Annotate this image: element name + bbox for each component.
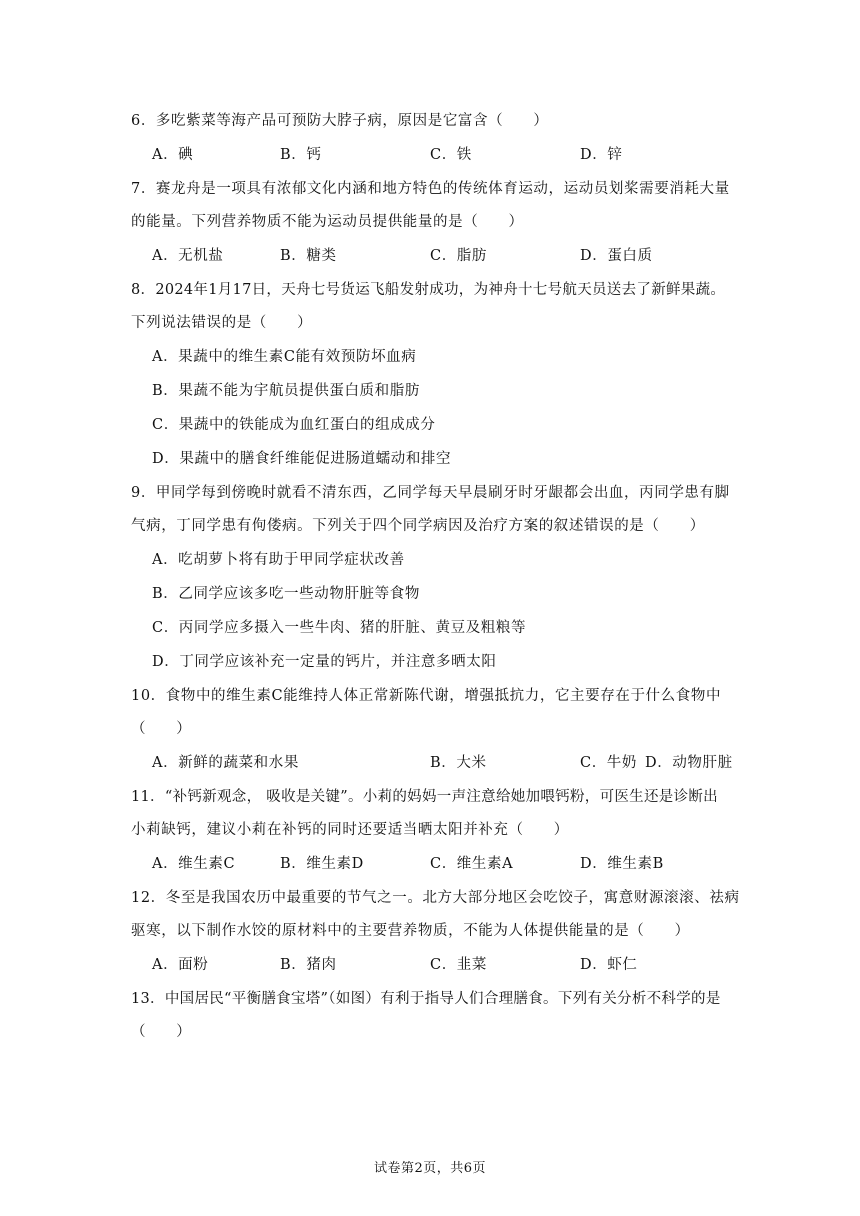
question-8-stem-line-2: 下列说法错误的是（ ） — [131, 315, 313, 331]
question-12-option-d: D．虾仁 — [580, 957, 638, 973]
question-7-option-a: A．无机盐 — [152, 248, 224, 264]
question-11-stem-line-2: 小莉缺钙，建议小莉在补钙的同时还要适当晒太阳并补充（ ） — [131, 822, 569, 838]
question-8-stem-line-1: 8．2024年1月17日，天舟七号货运飞船发射成功，为神舟十七号航天员送去了新鲜果蔬。 — [131, 282, 726, 298]
question-10-option-c: C．牛奶 — [580, 755, 637, 771]
question-12-option-a: A．面粉 — [152, 957, 209, 973]
question-6-option-a: A．碘 — [152, 147, 194, 163]
question-6-option-c: C．铁 — [430, 147, 472, 163]
question-7-option-b: B．糖类 — [280, 248, 337, 264]
question-12-stem-line-2: 驱寒，以下制作水饺的原材料中的主要营养物质，不能为人体提供能量的是（ ） — [131, 923, 690, 939]
question-12-stem-line-1: 12．冬至是我国农历中最重要的节气之一。北方大部分地区会吃饺子，寓意财源滚滚、祛病 — [131, 890, 740, 906]
question-9-option-d: D．丁同学应该补充一定量的钙片，并注意多晒太阳 — [152, 654, 497, 670]
question-9-stem-line-1: 9．甲同学每到傍晚时就看不清东西，乙同学每天早晨刷牙时牙龈都会出血，丙同学患有脚 — [131, 485, 730, 501]
question-6-option-d: D．锌 — [580, 147, 623, 163]
question-13-stem-line-1: 13．中国居民“平衡膳食宝塔”（如图）有利于指导人们合理膳食。下列有关分析不科学的是 — [131, 991, 721, 1007]
question-6-stem-line-1: 6．多吃紫菜等海产品可预防大脖子病，原因是它富含（ ） — [131, 113, 549, 129]
question-10-option-a: A．新鲜的蔬菜和水果 — [152, 755, 299, 771]
question-9-option-b: B．乙同学应该多吃一些动物肝脏等食物 — [152, 586, 420, 602]
question-10-option-b: B．大米 — [430, 755, 487, 771]
question-12-option-b: B．猪肉 — [280, 957, 337, 973]
question-9-stem-line-2: 气病，丁同学患有佝偻病。下列关于四个同学病因及治疗方案的叙述错误的是（ ） — [131, 518, 705, 534]
question-13-stem-line-2: （ ） — [131, 1024, 192, 1040]
question-11-option-b: B．维生素D — [280, 856, 364, 872]
question-10-stem-line-1: 10．食物中的维生素C能维持人体正常新陈代谢，增强抵抗力，它主要存在于什么食物中 — [131, 688, 722, 704]
question-10-stem-line-2: （ ） — [131, 721, 192, 737]
question-8-option-b: B．果蔬不能为宇航员提供蛋白质和脂肪 — [152, 383, 420, 399]
question-11-option-c: C．维生素A — [430, 856, 514, 872]
question-7-option-d: D．蛋白质 — [580, 248, 653, 264]
question-7-option-c: C．脂肪 — [430, 248, 487, 264]
question-11-option-d: D．维生素B — [580, 856, 664, 872]
question-7-stem-line-1: 7．赛龙舟是一项具有浓郁文化内涵和地方特色的传统体育运动，运动员划桨需要消耗大量 — [131, 181, 730, 197]
question-10-option-d: D．动物肝脏 — [645, 755, 733, 771]
question-6-option-b: B．钙 — [280, 147, 322, 163]
question-11-option-a: A．维生素C — [152, 856, 236, 872]
question-7-stem-line-2: 的能量。下列营养物质不能为运动员提供能量的是（ ） — [131, 214, 524, 230]
question-11-stem-line-1: 11．“补钙新观念， 吸收是关键”。小莉的妈妈一声注意给她加喂钙粉，可医生还是诊断出 — [131, 789, 718, 805]
page-footer: 试卷第2页，共6页 — [373, 1161, 487, 1176]
question-9-option-a: A．吃胡萝卜将有助于甲同学症状改善 — [152, 552, 405, 568]
question-9-option-c: C．丙同学应多摄入一些牛肉、猪的肝脏、黄豆及粗粮等 — [152, 620, 527, 636]
question-8-option-d: D．果蔬中的膳食纤维能促进肠道蠕动和排空 — [152, 451, 452, 467]
question-12-option-c: C．韭菜 — [430, 957, 487, 973]
question-8-option-c: C．果蔬中的铁能成为血红蛋白的组成成分 — [152, 417, 436, 433]
question-8-option-a: A．果蔬中的维生素C能有效预防坏血病 — [152, 349, 417, 365]
